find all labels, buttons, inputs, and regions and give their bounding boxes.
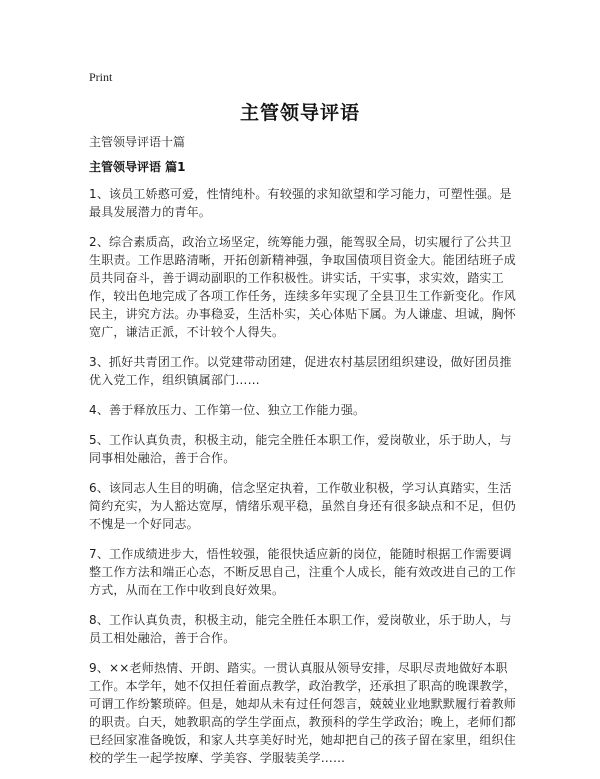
comment-paragraph-9: 9、××老师热情、开朗、踏实。一贯认真服从领导安排，尽职尽责地做好本职工作。本学年，她不仅担任着面点教学，政治教学，还承担了职高的晚课教学，可谓工作纷繁琐碎。但是，她却从未有过任何怨言，兢兢业业地默默履行着教师的职责。白天，她教职高的学生学面点，教预科的学生学政治；晚上，老师们都已经回家准备晚饭，和家人共享美好时光，她却把自己的孩子留在家里，组织住校的学生一起学按摩、学美容、学服装美学…… [89,661,517,765]
page-title: 主管领导评语 [239,102,360,124]
print-link[interactable]: Print [89,70,113,84]
comment-paragraph-2: 2、综合素质高，政治立场坚定，统筹能力强，能驾驭全局，切实履行了公共卫生职责。工作思路清晰，开拓创新精神强，争取国债项目资金大。能团结班子成员共同奋斗，善于调动副职的工作积极性。讲实话，干实事，求实效，踏实工作，较出色地完成了各项工作任务，连续多年实现了全县卫生工作新变化。作风民主，讲究方法。办事稳妥，生活朴实，关心体贴下属。为人谦虚、坦诚，胸怀宽广，谦洁正派，不计较个人得失。 [89,235,517,339]
comment-list [89,185,519,779]
comment-paragraph-7: 7、工作成绩进步大，悟性较强，能很快适应新的岗位，能随时根据工作需要调整工作方法和端正心态，不断反思自己，注重个人成长，能有效改进自己的工作方式，从而在工作中收到良好效果。 [89,547,517,597]
comment-paragraph-4: 4、善于释放压力、工作第一位、独立工作能力强。 [89,403,366,417]
comment-paragraph-5: 5、工作认真负责，积极主动，能完全胜任本职工作，爱岗敬业，乐于助人，与同事相处融洽，善于合作。 [89,433,512,465]
document-subtitle: 主管领导评语十篇 [89,135,186,149]
comment-paragraph-1: 1、该员工娇憨可爱，性情纯朴。有较强的求知欲望和学习能力，可塑性强。是最具发展潜力的青年。 [89,187,512,219]
section-heading: 主管领导评语 篇1 [89,160,186,174]
comment-paragraph-8: 8、工作认真负责，积极主动，能完全胜任本职工作，爱岗敬业，乐于助人，与员工相处融洽，善于合作。 [89,613,512,645]
comment-paragraph-3: 3、抓好共青团工作。以党建带动团建，促进农村基层团组织建设，做好团员推优入党工作，组织镇属部门…… [89,355,512,387]
comment-paragraph-6: 6、该同志人生目的明确，信念坚定执着，工作敬业积极，学习认真踏实，生活简约充实，为人豁达宽厚，情绪乐观平稳，虽然自身还有很多缺点和不足，但仍不愧是一个好同志。 [89,481,517,531]
